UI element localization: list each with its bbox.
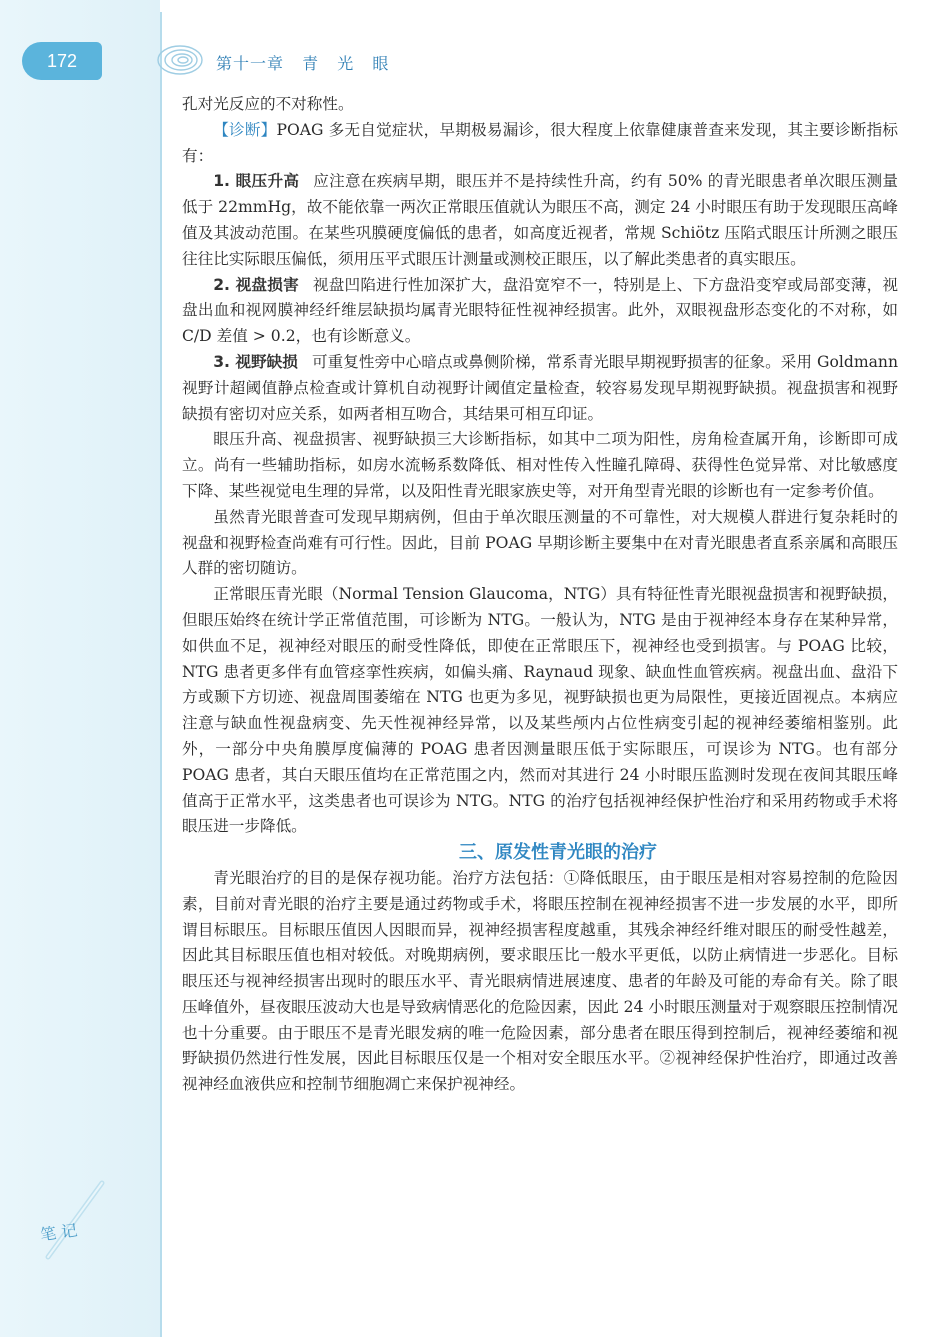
section-heading: 三、原发性青光眼的治疗 [459,842,657,864]
paragraph: 正常眼压青光眼（Normal Tension Glaucoma，NTG）具有特征性青光眼视盘损害和视野缺损，但眼压始终在统计学正常值范围，可诊断为 NTG。一般认为，NTG 是由于视神经本身存在某种异常，如供血不足，视神经对眼压的耐受性降低，即使在正常眼压下，视神经也受到损害。与 POAG 比较，NTG 患者更多伴有血管痉挛性疾病，如偏头痛、Raynaud 现象、缺血性血管疾病。视盘出血、盘沿下方或颞下方切迹、视盘周围萎缩在 NTG 也更为多见，视野缺损也更为局限性，更接近固视点。本病应注意与缺血性视盘病变、先天性视神经异常，以及某些颅内占位性病变引起的视神经萎缩相鉴别。此外，一部分中央角膜厚度偏薄的 POAG 患者因测量眼压低于实际眼压，可误诊为 NTG。也有部分 POAG 患者，其白天眼压值均在正常范围之内，然而对其进行 24 小时眼压监测时发现在夜间其眼压峰值高于正常水平，这类患者也可误诊为 NTG。NTG 的治疗包括视神经保护性治疗和采用药物或手术将眼压进一步降低。 [182,585,898,836]
chapter-title-char: 眼 [372,54,390,73]
notes-label: 笔 记 [38,1220,79,1245]
chapter-header [216,51,401,74]
list-item-text: 应注意在疾病早期，眼压并不是持续性升高，约有 50% 的青光眼患者单次眼压测量低于 22mmHg，故不能依靠一两次正常眼压值就认为眼压不高，测定 24 小时眼压有助于发现眼压高峰值及其波动范围。在某些巩膜硬度偏低的患者，如高度近视者，常规 Schiötz 压陷式眼压计所测之眼压往往比实际眼压偏低，须用压平式眼压计测量或测校正眼压，以了解此类患者的真实眼压。 [182,172,898,268]
page-number: 172 [46,50,78,71]
swirl-decoration-icon [150,34,210,82]
page-number-tab [22,42,102,80]
list-item-text: 视盘凹陷进行性加深扩大，盘沿宽窄不一，特别是上、下方盘沿变窄或局部变薄，视盘出血和视网膜神经纤维层缺损均属青光眼特征性视神经损害。此外，双眼视盘形态变化的不对称，如 C/D 差值 > 0.2，也有诊断意义。 [182,275,898,346]
chapter-title-char: 青 [302,54,320,73]
margin-divider [160,12,162,1337]
list-item [182,273,898,350]
list-item-title: 1. 眼压升高 [213,172,300,191]
diagnosis-paragraph [182,118,898,170]
paragraph: 虽然青光眼普查可发现早期病例，但由于单次眼压测量的不可靠性，对大规模人群进行复杂耗时的视盘和视野检查尚难有可行性。因此，目前 POAG 早期诊断主要集中在对青光眼患者直系亲属和高眼压人群的密切随访。 [182,507,898,578]
list-item [182,169,898,272]
paragraph: 眼压升高、视盘损害、视野缺损三大诊断指标，如其中二项为阳性，房角检查属开角，诊断即可成立。尚有一些辅助指标，如房水流畅系数降低、相对性传入性瞳孔障碍、获得性色觉异常、对比敏感度下降、某些视觉电生理的异常，以及阳性青光眼家族史等，对开角型青光眼的诊断也有一定参考价值。 [182,430,898,500]
margin-strip [0,0,160,1337]
list-item-title: 3. 视野缺损 [213,352,298,371]
paragraph: 孔对光反应的不对称性。 [182,95,354,113]
chapter-title-char: 光 [337,54,355,73]
list-item-title: 2. 视盘损害 [213,275,299,294]
paragraph: 青光眼治疗的目的是保存视功能。治疗方法包括：①降低眼压，由于眼压是相对容易控制的危险因素，目前对青光眼的治疗主要是通过药物或手术，将眼压控制在视神经损害不进一步发展的水平，即所谓目标眼压。目标眼压值因人因眼而异，视神经损害程度越重，其残余神经纤维对眼压的耐受性越差，因此其目标眼压值也相对较低。对晚期病例，要求眼压比一般水平更低，以防止病情进一步恶化。目标眼压还与视神经损害出现时的眼压水平、青光眼病情进展速度、患者的年龄及可能的寿命有关。除了眼压峰值外，昼夜眼压波动大也是导致病情恶化的危险因素，因此 24 小时眼压测量对于观察眼压控制情况也十分重要。由于眼压不是青光眼发病的唯一危险因素，部分患者在眼压得到控制后，视神经萎缩和视野缺损仍然进行性发展，因此目标眼压仅是一个相对安全眼压水平。②视神经保护性治疗，即通过改善视神经血液供应和控制节细胞凋亡来保护视神经。 [182,868,898,1094]
page-body [182,92,898,1098]
list-item-text: 可重复性旁中心暗点或鼻侧阶梯，常系青光眼早期视野损害的征象。采用 Goldmann 视野计超阈值静点检查或计算机自动视野计阈值定量检查，较容易发现早期视野缺损。视盘损害和视野缺损有密切对应关系，如两者相互吻合，其结果可相互印证。 [182,352,898,423]
diagnosis-tag: 【诊断】 [213,120,277,139]
diagnosis-text: POAG 多无自觉症状，早期极易漏诊，很大程度上依靠健康普查来发现，其主要诊断指标有： [182,120,898,165]
list-item [182,350,898,427]
chapter-number: 第十一章 [216,54,285,73]
